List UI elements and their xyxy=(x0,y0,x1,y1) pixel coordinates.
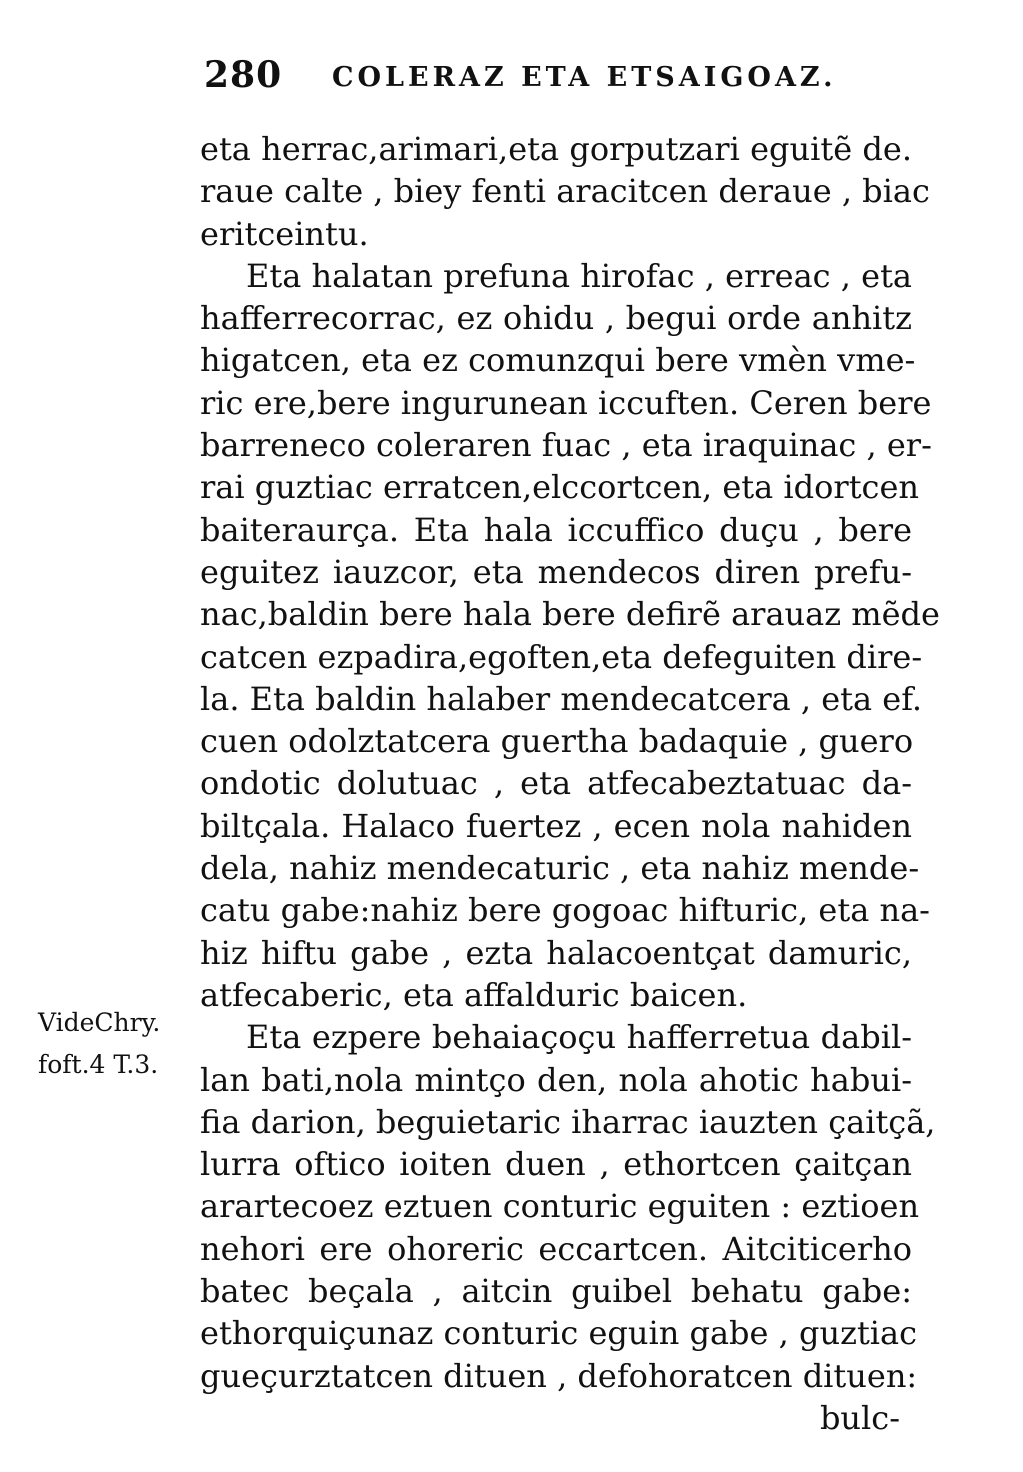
text-line: eta herrac,arimari,eta gorputzari eguitẽ de. xyxy=(200,130,912,168)
text-line: fia darion, beguietaric iharrac iauzten çaitçã, xyxy=(200,1102,936,1141)
text-line: lan bati,nola mintço den, nola ahotic habui- xyxy=(200,1060,912,1099)
text-line: catcen ezpadira,egoften,eta defeguiten dire- xyxy=(200,637,923,676)
margin-note-line: foft.4 T.3. xyxy=(38,1050,159,1079)
text-line: rai guztiac erratcen,elccortcen, eta idortcen xyxy=(200,468,920,507)
text-line: higatcen, eta ez comunzqui bere vmèn vme- xyxy=(200,341,916,380)
text-line: nehori ere ohoreric eccartcen. Aitciticerho xyxy=(200,1229,912,1268)
text-line: raue calte , biey fenti aracitcen deraue , biac xyxy=(200,172,930,211)
text-line: eguitez iauzcor, eta mendecos diren prefu- xyxy=(200,552,912,591)
text-line: hiz hiftu gabe , ezta halacoentçat damuric, xyxy=(200,933,912,972)
margin-note-line: VideChry. xyxy=(38,1008,161,1037)
running-head xyxy=(204,52,904,96)
text-line: dela, nahiz mendecaturic , eta nahiz mende- xyxy=(200,849,920,888)
text-line: cuen odolztatcera guertha badaquie , guero xyxy=(200,722,914,761)
text-line: arartecoez eztuen conturic eguiten : eztioen xyxy=(200,1187,920,1226)
running-title: COLERAZ ETA ETSAIGOAZ. xyxy=(332,62,837,93)
text-line: ric ere,bere ingurunean iccuften. Ceren bere xyxy=(200,383,932,422)
text-line: lurra oftico ioiten duen , ethortcen çaitçan xyxy=(200,1145,912,1184)
page-number: 280 xyxy=(204,54,283,96)
text-line: barreneco coleraren fuac , eta iraquinac , er- xyxy=(200,426,932,465)
text-line: baiteraurça. Eta hala iccuffico duçu , bere xyxy=(200,510,912,549)
text-line: eritceintu. xyxy=(200,214,369,253)
text-line: batec beçala , aitcin guibel behatu gabe: xyxy=(200,1272,912,1311)
body-text xyxy=(200,128,940,1439)
text-line: nac,baldin bere hala bere defirẽ arauaz mẽde xyxy=(200,595,940,634)
margin-note xyxy=(38,1002,203,1086)
text-line: hafferrecorrac, ez ohidu , begui orde anhitz xyxy=(200,299,912,338)
catchword: bulc- xyxy=(819,1398,900,1437)
text-line: biltçala. Halaco fuertez , ecen nola nahiden xyxy=(200,806,912,845)
text-line: gueçurztatcen dituen , defohoratcen dituen: xyxy=(200,1356,918,1395)
text-line: atfecaberic, eta affalduric baicen. xyxy=(200,975,748,1014)
text-line: ondotic dolutuac , eta atfecabeztatuac da- xyxy=(200,764,912,803)
text-line: ethorquiçunaz conturic eguin gabe , guztiac xyxy=(200,1314,918,1353)
text-line: catu gabe:nahiz bere gogoac hifturic, eta na- xyxy=(200,891,930,930)
paragraph-first-line: Eta halatan prefuna hirofac , erreac , eta xyxy=(246,256,912,295)
text-line: la. Eta baldin halaber mendecatcera , eta ef. xyxy=(200,679,923,718)
paragraph-first-line: Eta ezpere behaiaçoçu hafferretua dabil- xyxy=(246,1018,912,1057)
